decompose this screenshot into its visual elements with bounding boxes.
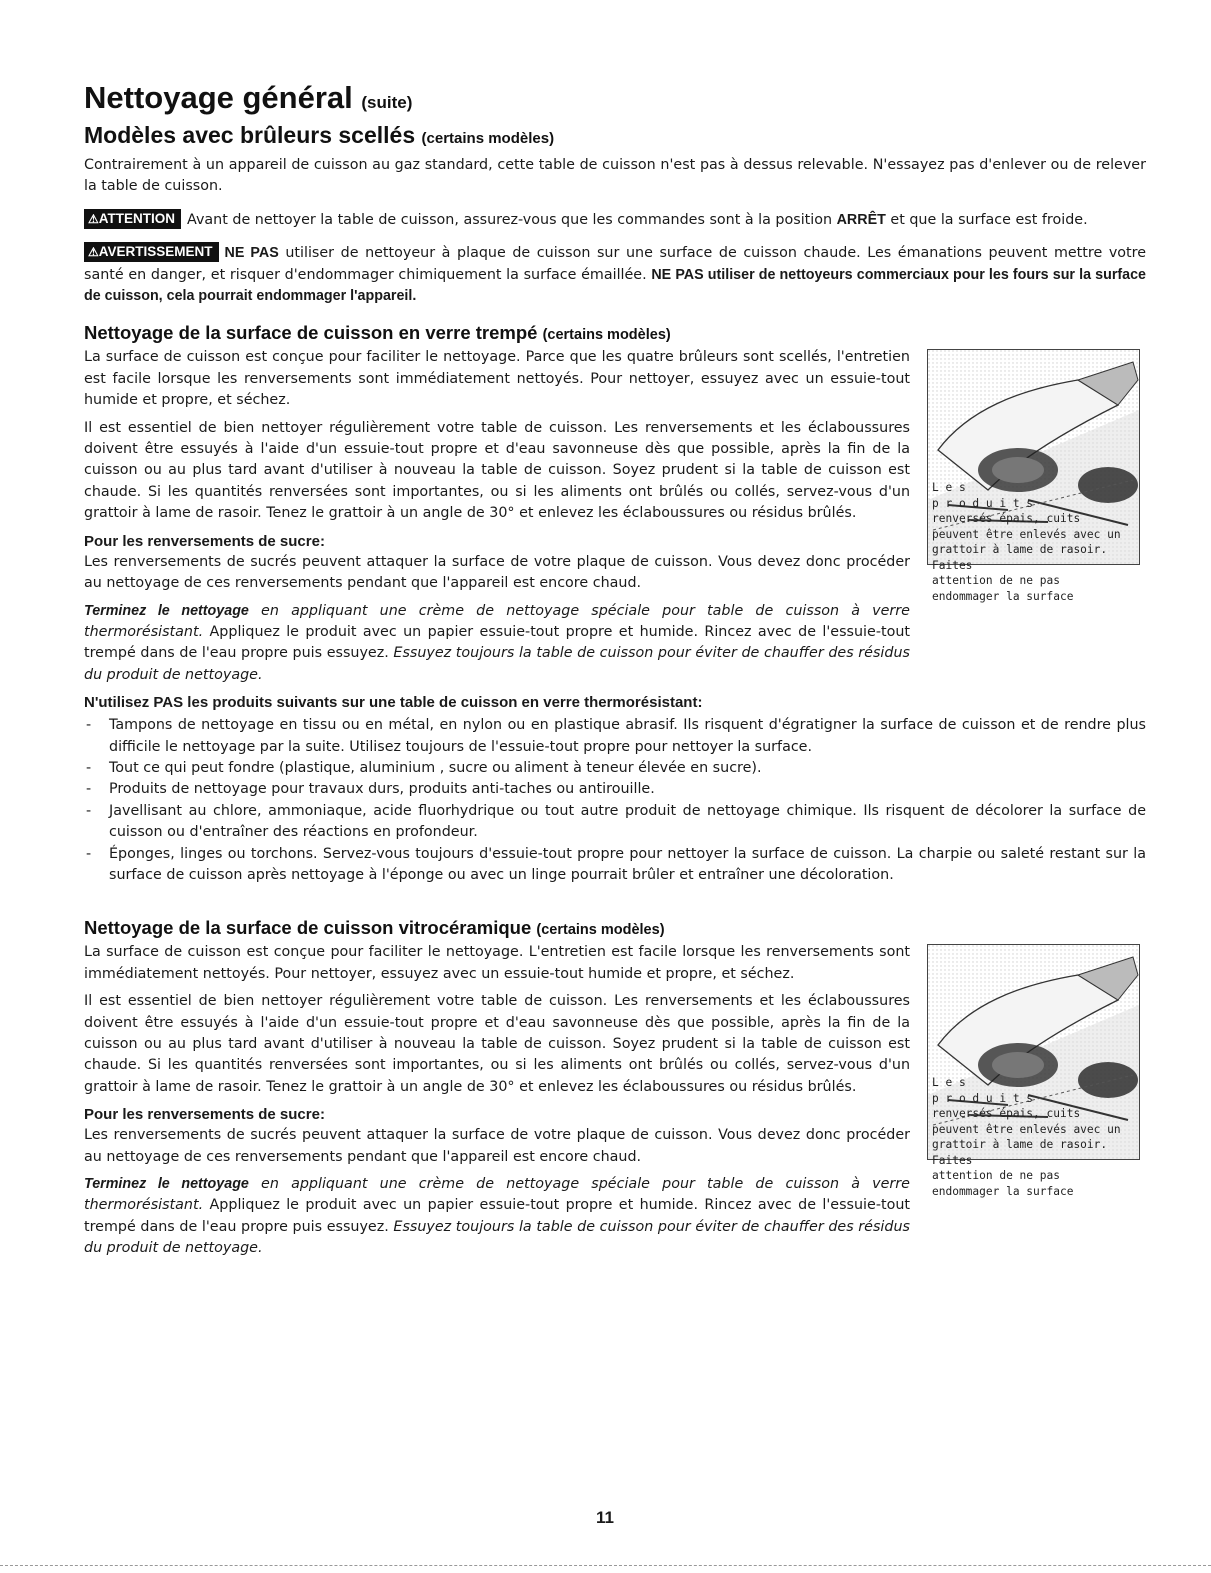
intro-paragraph: Contrairement à un appareil de cuisson au gaz standard, cette table de cuisson n'est pas à dessus relevable. N'essayez pas d'enlever ou de relever la table de cuisson. <box>84 157 1146 195</box>
scraper-illustration <box>927 349 1140 603</box>
attention-notice: ⚠ATTENTION Avant de nettoyer la table de cuisson, assurez-vous que les commandes sont à la position ARRÊT et que la surface est froide. <box>84 209 1146 231</box>
list-item: - Javellisant au chlore, ammoniaque, acide fluorhydrique ou tout autre produit de nettoyage chimique. Ils risquent de décolorer la surface de cuisson ou d'entraîner des réactions en profondeur. <box>84 801 1146 844</box>
paragraph: Il est essentiel de bien nettoyer régulièrement votre table de cuisson. Les renversements et les éclaboussures doivent être essuyés à l'aide d'un essuie-tout propre et d'eau savonneuse dès que possible, après la fin de la cuisson ou au plus tard avant d'utiliser à nouveau la table de cuisson. Soyez prudent si la table de cuisson est chaude. Si les quantités renversées sont importantes, ou si les aliments ont brûlés ou collés, servez-vous d'un grattoir à lame de rasoir. Tenez le grattoir à un angle de 30° et enlevez les éclaboussures ou résidus brûlés. <box>84 419 910 522</box>
figure-caption: L e s p r o d u i t s renversés épais, cuits peuvent être enlevés avec un grattoir à lame de rasoir. Faites attention de ne pas endommager la surface <box>932 481 1121 603</box>
paragraph: Les renversements de sucrés peuvent attaquer la surface de votre plaque de cuisson. Vous devez donc procéder au nettoyage de ces renversements pendant que l'appareil est encore chaud. <box>84 553 910 592</box>
warning-triangle-icon: ⚠ <box>88 245 99 260</box>
page-number: 11 <box>596 1508 614 1527</box>
dont-use-list <box>84 715 1146 886</box>
page-subtitle-suffix: (certains modèles) <box>421 130 555 147</box>
section-glass-heading: Nettoyage de la surface de cuisson en verre trempé (certains modèles) <box>84 322 671 344</box>
section-ceramic-text <box>84 942 910 1259</box>
page-title: Nettoyage général (suite) <box>84 80 413 115</box>
page-subtitle: Modèles avec brûleurs scellés (certains modèles) <box>84 122 555 148</box>
warning-triangle-icon: ⚠ <box>88 211 99 226</box>
avertissement-notice: ⚠AVERTISSEMENT NE PAS utiliser de nettoyeur à plaque de cuisson sur une surface de cuisson chaude. Les émanations peuvent mettre votre santé en danger, et risquer d'endommager chimiquement la surface émaillée. NE PAS utiliser de nettoyeurs commerciaux pour les fours sur la surface de cuisson, cela pourrait endommager l'appareil. <box>84 244 1147 305</box>
finish-paragraph: Terminez le nettoyage en appliquant une crème de nettoyage spéciale pour table de cuisson à verre thermorésistant. Appliquez le produit avec un papier essuie-tout propre et humide. Rincez avec de l'essuie-tout trempé dans de l'eau propre puis essuyez. Essuyez toujours la table de cuisson pour éviter de chauffer des résidus du produit de nettoyage. <box>84 1176 910 1257</box>
list-item: - Tampons de nettoyage en tissu ou en métal, en nylon ou en plastique abrasif. Ils risquent d'égratigner la surface de cuisson et de rendre plus difficile le nettoyage par la suite. Utilisez toujours de l'essuie-tout propre pour nettoyer la surface. <box>84 715 1146 758</box>
avertissement-badge: ⚠AVERTISSEMENT <box>84 242 219 262</box>
sugar-heading: Pour les renversements de sucre: <box>84 532 325 550</box>
paragraph: La surface de cuisson est conçue pour faciliter le nettoyage. Parce que les quatre brûleurs sont scellés, l'entretien est facile lorsque les renversements sont immédiatement nettoyés. Pour nettoyer, essuyez avec un essuie-tout humide et propre, et séchez. <box>84 349 910 409</box>
paragraph: La surface de cuisson est conçue pour faciliter le nettoyage. L'entretien est facile lorsque les renversements sont immédiatement nettoyés. Pour nettoyer, essuyez avec un essuie-tout humide et propre, et séchez. <box>84 944 910 982</box>
list-item: - Éponges, linges ou torchons. Servez-vous toujours d'essuie-tout propre pour nettoyer la surface de cuisson. La charpie ou saleté restant sur la surface de cuisson après nettoyage à l'éponge ou avec un linge pourrait brûler et entraîner une décoloration. <box>84 844 1146 887</box>
manual-page <box>84 80 1146 1260</box>
list-item: - Tout ce qui peut fondre (plastique, aluminium , sucre ou aliment à teneur élevée en sucre). <box>84 758 1146 779</box>
sugar-heading: Pour les renversements de sucre: <box>84 1106 325 1124</box>
section-ceramic-heading: Nettoyage de la surface de cuisson vitrocéramique (certains modèles) <box>84 917 665 939</box>
page-title-suffix: (suite) <box>361 93 413 112</box>
dont-use-heading: N'utilisez PAS les produits suivants sur une table de cuisson en verre thermorésistant: <box>84 694 703 712</box>
section-glass-cooktop <box>84 321 1146 686</box>
scraper-illustration <box>927 944 1140 1198</box>
section-ceramic-cooktop <box>84 916 1146 1259</box>
figure-caption: L e s p r o d u i t s renversés épais, cuits peuvent être enlevés avec un grattoir à lame de rasoir. Faites attention de ne pas endommager la surface <box>932 1076 1121 1198</box>
paragraph: Il est essentiel de bien nettoyer régulièrement votre table de cuisson. Les renversements et les éclaboussures doivent être essuyés à l'aide d'un essuie-tout propre et d'eau savonneuse dès que possible, après la fin de la cuisson ou au plus tard avant d'utiliser à nouveau la table de cuisson. Soyez prudent si la table de cuisson est chaude. Si les quantités renversées sont importantes, ou si les aliments ont brûlés ou collés, servez-vous d'un grattoir à lame de rasoir. Tenez le grattoir à un angle de 30° et enlevez les éclaboussures ou résidus brûlés. <box>84 993 910 1095</box>
attention-badge: ⚠ATTENTION <box>84 209 181 229</box>
finish-paragraph: Terminez le nettoyage en appliquant une crème de nettoyage spéciale pour table de cuisson à verre thermorésistant. Appliquez le produit avec un papier essuie-tout propre et humide. Rincez avec de l'essuie-tout trempé dans de l'eau propre puis essuyez. Essuyez toujours la table de cuisson pour éviter de chauffer des résidus du produit de nettoyage. <box>84 602 910 683</box>
section-glass-text <box>84 347 910 686</box>
paragraph: Les renversements de sucrés peuvent attaquer la surface de votre plaque de cuisson. Vous devez donc procéder au nettoyage de ces renversements pendant que l'appareil est encore chaud. <box>84 1127 910 1165</box>
page-bottom-edge <box>0 1565 1211 1566</box>
list-item: - Produits de nettoyage pour travaux durs, produits anti-taches ou antirouille. <box>84 779 1146 800</box>
